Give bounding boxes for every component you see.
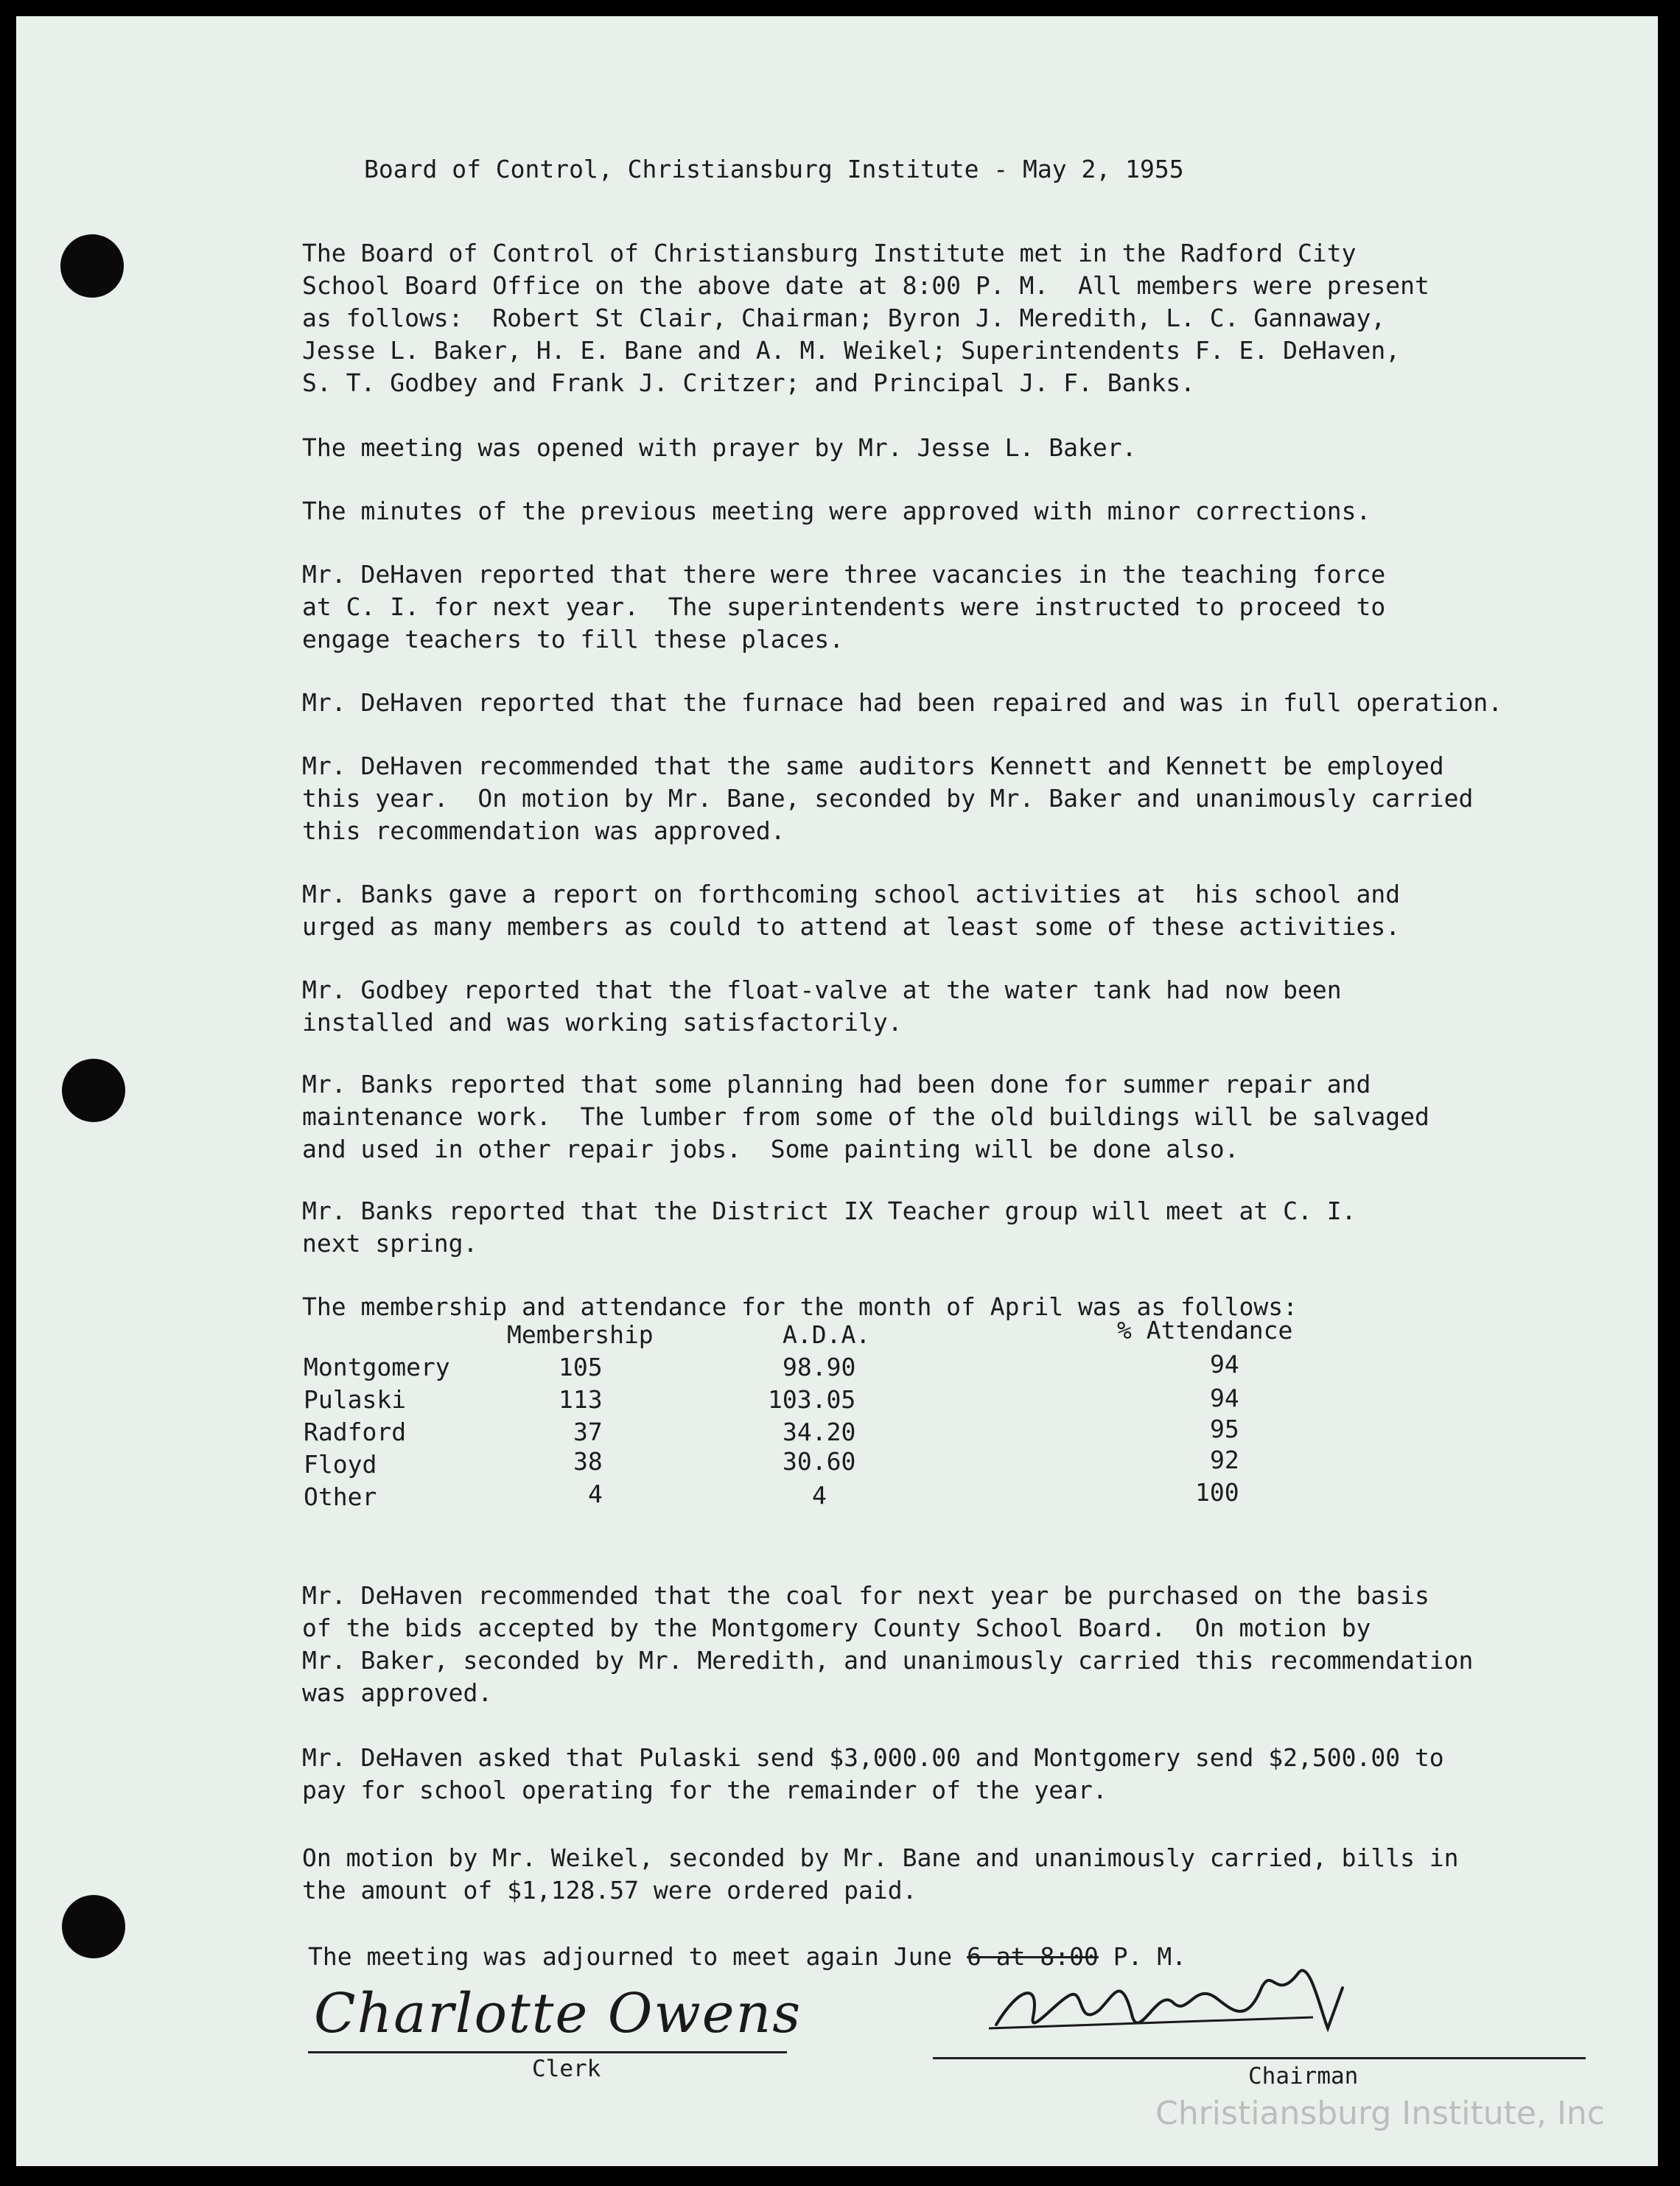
adjourned-tail: P. M. — [1098, 1942, 1187, 1971]
adjourned-text: The meeting was adjourned to meet again June — [308, 1942, 967, 1971]
clerk-signature: Charlotte Owens — [314, 1982, 802, 2045]
row-ada: 103.05 — [768, 1385, 856, 1414]
row-pct: 92 — [1210, 1446, 1239, 1474]
paragraph-activities: Mr. Banks gave a report on forthcoming school activities at his school and urged as many members as could to attend at least some of these activities. — [302, 880, 1401, 941]
row-ada: 4 — [812, 1481, 827, 1510]
paragraph-coal: Mr. DeHaven recommended that the coal for next year be purchased on the basis of the bids accepted by the Montgomery County School Board. On motion by Mr. Baker, seconded by Mr. Meredith, and unanimously carried this recommendation was approved. — [302, 1581, 1474, 1707]
chairman-signature-line — [933, 2057, 1586, 2059]
paragraph-prayer: The meeting was opened with prayer by Mr. Jesse L. Baker. — [302, 433, 1137, 462]
punch-hole-middle — [62, 1059, 125, 1122]
row-pct: 94 — [1210, 1350, 1239, 1378]
row-membership: 37 — [573, 1418, 603, 1446]
clerk-label: Clerk — [532, 2056, 601, 2082]
chairman-label: Chairman — [1248, 2063, 1359, 2089]
row-county: Radford — [304, 1418, 407, 1446]
paragraph-funds: Mr. DeHaven asked that Pulaski send $3,000.00 and Montgomery send $2,500.00 to pay for school operating for the remainder of the year. — [302, 1743, 1444, 1804]
row-county: Floyd — [304, 1450, 377, 1479]
row-pct: 95 — [1210, 1415, 1239, 1443]
row-county: Other — [304, 1482, 377, 1511]
paragraph-district: Mr. Banks reported that the District IX Teacher group will meet at C. I. next spring. — [302, 1197, 1357, 1258]
row-pct: 94 — [1210, 1384, 1239, 1412]
paragraph-minutes: The minutes of the previous meeting were approved with minor corrections. — [302, 497, 1371, 525]
paragraph-repair: Mr. Banks reported that some planning had been done for summer repair and maintenance work. The lumber from some of the old buildings will be salvaged and used in other repair jobs. Some painting will be done also. — [302, 1070, 1429, 1163]
chairman-signature — [974, 1958, 1357, 2047]
header-ada: A.D.A. — [783, 1320, 871, 1349]
punch-hole-bottom — [62, 1895, 125, 1958]
header-membership: Membership — [507, 1320, 654, 1349]
document-title: Board of Control, Christiansburg Institute - May 2, 1955 — [364, 155, 1184, 183]
clerk-signature-line — [308, 2051, 787, 2053]
row-county: Pulaski — [304, 1385, 407, 1414]
paragraph-float-valve: Mr. Godbey reported that the float-valve at the water tank had now been installed and was working satisfactorily. — [302, 975, 1342, 1037]
header-attendance: % Attendance — [1117, 1316, 1293, 1345]
adjourned-struck-text: 6 at 8:00 — [967, 1942, 1099, 1971]
paragraph-attendees: The Board of Control of Christiansburg Institute met in the Radford City School Board Office on the above date at 8:00 P. M. All members were present as follows: Robert St Clair, Chairman; Byron J. Meredith, L. C. Gannaway, Jesse L. Baker, H. E. Bane and A. M. Weikel; Superintendents F. E. DeHaven, S. T. Godbey and Frank J. Critzer; and Principal J. F. Banks. — [302, 239, 1429, 397]
watermark: Christiansburg Institute, Inc — [1155, 2095, 1605, 2132]
row-membership: 113 — [559, 1385, 603, 1414]
document-page — [16, 16, 1658, 2166]
punch-hole-top — [60, 234, 124, 298]
paragraph-auditors: Mr. DeHaven recommended that the same auditors Kennett and Kennett be employed this year. On motion by Mr. Bane, seconded by Mr. Baker and unanimously carried this recommendation was approved. — [302, 752, 1474, 845]
paragraph-bills: On motion by Mr. Weikel, seconded by Mr. Bane and unanimously carried, bills in the amount of $1,128.57 were ordered paid. — [302, 1843, 1459, 1905]
row-membership: 4 — [588, 1479, 603, 1508]
paragraph-furnace: Mr. DeHaven reported that the furnace had been repaired and was in full operation. — [302, 688, 1503, 717]
paragraph-attendance-intro: The membership and attendance for the month of April was as follows: — [302, 1292, 1298, 1321]
row-pct: 100 — [1195, 1478, 1239, 1507]
row-membership: 38 — [573, 1447, 603, 1476]
row-membership: 105 — [559, 1353, 603, 1381]
paragraph-vacancies: Mr. DeHaven reported that there were three vacancies in the teaching force at C. I. for next year. The superintendents were instructed to proceed to engage teachers to fill these places. — [302, 560, 1386, 654]
row-ada: 34.20 — [783, 1418, 856, 1446]
row-county: Montgomery — [304, 1353, 450, 1381]
row-ada: 98.90 — [783, 1353, 856, 1381]
row-ada: 30.60 — [783, 1447, 856, 1476]
